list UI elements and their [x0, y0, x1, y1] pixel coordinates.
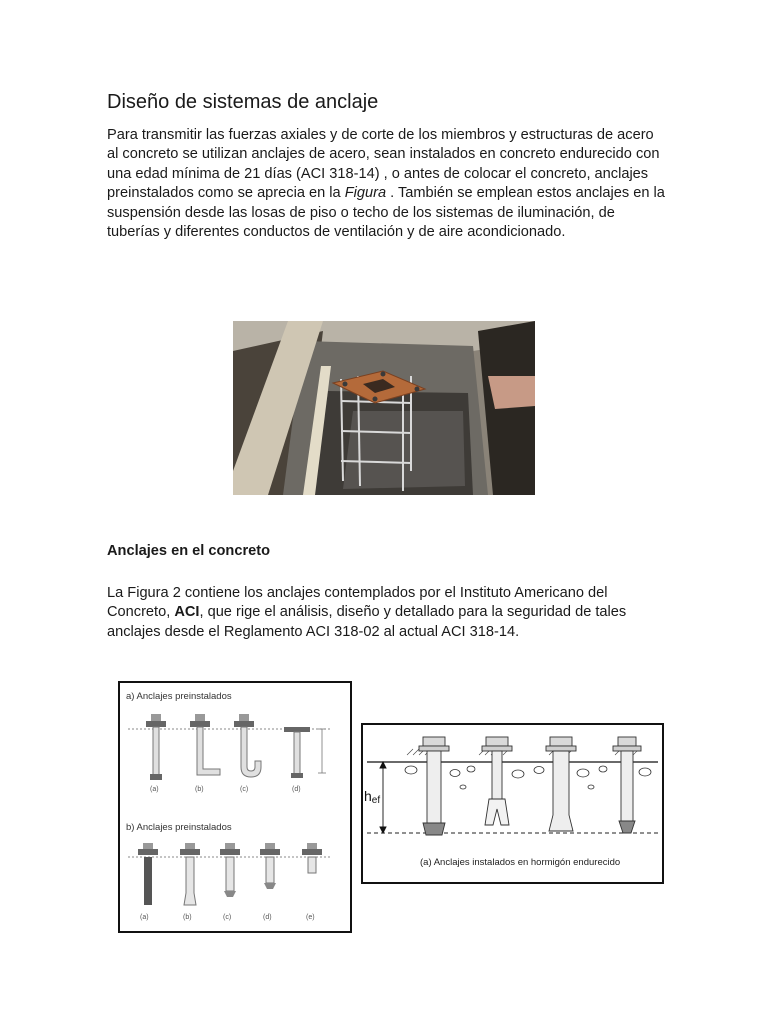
part-a-item-label: (d): [292, 786, 301, 793]
embedment-depth-symbol: h: [364, 788, 372, 804]
embedment-depth-subscript: ef: [371, 795, 381, 806]
page-title: Diseño de sistemas de anclaje: [107, 91, 379, 113]
anchor-b4: [260, 843, 280, 889]
expansion-anchor-3: [546, 737, 576, 831]
aci-paragraph: [107, 584, 667, 642]
embedment-depth-label: [364, 788, 380, 806]
part-b-item-label: (a): [140, 914, 149, 921]
post-installed-anchors-figure: [361, 723, 664, 884]
figure-caption: (a) Anclajes instalados en hormigón endurecido: [420, 857, 621, 868]
anchor-a3-j-bolt: [234, 714, 261, 777]
figure-reference: Figura: [344, 185, 387, 202]
anchor-b1: [138, 843, 158, 905]
expansion-anchor-1: [419, 737, 449, 835]
anchor-a2-l-bolt: [190, 714, 220, 775]
expansion-anchor-4: [613, 737, 641, 833]
part-a-item-label: (c): [240, 786, 249, 793]
aci-acronym: ACI: [174, 604, 200, 621]
part-a-item-label: (b): [195, 786, 204, 793]
anchor-b3: [220, 843, 240, 897]
intro-text-start: Para transmitir las fuerzas axiales y de corte de los miembros y estructuras de acero al concreto se utilizan anclajes de acero, sean instalados en concreto endurecido con una edad mínima de 21 días (ACI 318-14) , o antes de colocar el concreto, anclajes preinstalados como se aprecia en la: [107, 127, 660, 202]
section-heading: Anclajes en el concreto: [107, 543, 271, 559]
aci-text-end: , que rige el análisis, diseño y detallado para la seguridad de tales anclajes desde el Reglamento ACI 318-02 al actual ACI 318-14.: [107, 604, 627, 640]
aci-text-start: La Figura 2 contiene los anclajes contemplados por el Instituto Americano del Concreto,: [107, 585, 608, 621]
anchor-a4-headed-stud: [284, 727, 310, 778]
preinstalled-anchors-figure: [118, 681, 352, 933]
intro-paragraph: [107, 126, 667, 242]
anchor-b2: [180, 843, 200, 905]
expansion-anchor-2: [482, 737, 512, 825]
part-a-item-label: (a): [150, 786, 159, 793]
anchor-a1: [146, 714, 166, 780]
part-b-item-label: (b): [183, 914, 192, 921]
anchor-b5: [302, 843, 322, 873]
part-b-item-label: (e): [306, 914, 315, 921]
part-b-label: b) Anclajes preinstalados: [126, 822, 232, 833]
part-b-item-label: (c): [223, 914, 232, 921]
intro-text-end: . También se emplean estos anclajes en la suspensión desde las losas de piso o techo de los sistemas de iluminación, de tuberías y diferentes conductos de ventilación y de aire acondicionado.: [107, 185, 665, 241]
part-b-item-label: (d): [263, 914, 272, 921]
anchor-cage-photo: [233, 321, 535, 495]
part-a-label: a) Anclajes preinstalados: [126, 691, 232, 702]
